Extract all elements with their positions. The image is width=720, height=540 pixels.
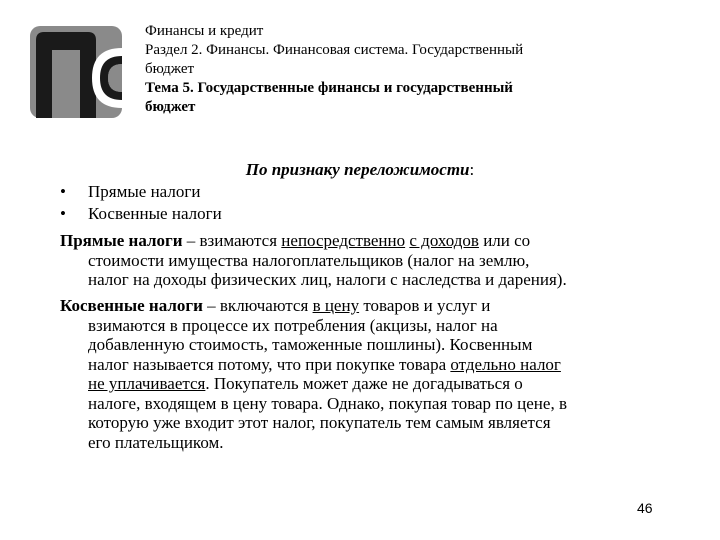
- paragraph-line: добавленную стоимость, таможенные пошлины). Косвенным: [88, 335, 533, 354]
- page-number: 46: [637, 500, 653, 516]
- paragraph-line: которую уже входит этот налог, покупатель тем самым является: [88, 413, 551, 432]
- indirect-taxes-paragraph: [60, 296, 660, 452]
- underlined-text: в цену: [312, 296, 360, 315]
- section-title-cont: бюджет: [145, 61, 195, 77]
- text-span: . Покупатель может даже не догадываться о: [205, 374, 523, 393]
- text-span: налог называется потому, что при покупке товара: [88, 354, 451, 374]
- bullet-text: Прямые налоги: [88, 182, 201, 201]
- slide-header: [145, 22, 665, 117]
- direct-taxes-term: Прямые налоги: [60, 231, 183, 250]
- bullet-dot: •: [60, 204, 66, 223]
- text-span: – взимаются: [182, 231, 282, 250]
- paragraph-line: его плательщиком.: [88, 432, 224, 452]
- paragraph-line: взимаются в процессе их потребления (акцизы, налог на: [88, 315, 498, 335]
- text-span: или со: [478, 231, 531, 250]
- indirect-taxes-term: Косвенные налоги: [60, 296, 203, 315]
- heading-text: По признаку переложимости: [245, 160, 470, 179]
- direct-taxes-paragraph: [60, 231, 660, 290]
- text-span: – включаются: [202, 296, 313, 315]
- bullet-text: Косвенные налоги: [88, 204, 222, 223]
- paragraph-line: налог на доходы физических лиц, налоги с наследства и дарения).: [88, 270, 567, 289]
- course-title: Финансы и кредит: [145, 23, 264, 39]
- topic-title-cont: бюджет: [145, 99, 196, 115]
- underlined-text: с доходов: [409, 231, 479, 250]
- heading-suffix: :: [469, 160, 475, 179]
- slide-heading: [0, 160, 720, 180]
- bullet-list: [60, 181, 222, 225]
- pc-logo-icon: [30, 26, 122, 118]
- bullet-dot: •: [60, 182, 66, 201]
- list-item: [60, 181, 222, 203]
- paragraph-line: стоимости имущества налогоплательщиков (налог на землю,: [88, 250, 530, 270]
- topic-title: Тема 5. Государственные финансы и государственный: [145, 80, 513, 96]
- underlined-text: отдельно налог: [450, 354, 561, 374]
- section-title: Раздел 2. Финансы. Финансовая система. Государственный: [145, 42, 524, 58]
- text-span: товаров и услуг и: [359, 296, 491, 315]
- underlined-text: непосредственно: [281, 231, 406, 250]
- list-item: [60, 203, 222, 225]
- paragraph-line: налоге, входящем в цену товара. Однако, покупая товар по цене, в: [88, 393, 567, 413]
- underlined-text: не уплачивается: [88, 374, 206, 393]
